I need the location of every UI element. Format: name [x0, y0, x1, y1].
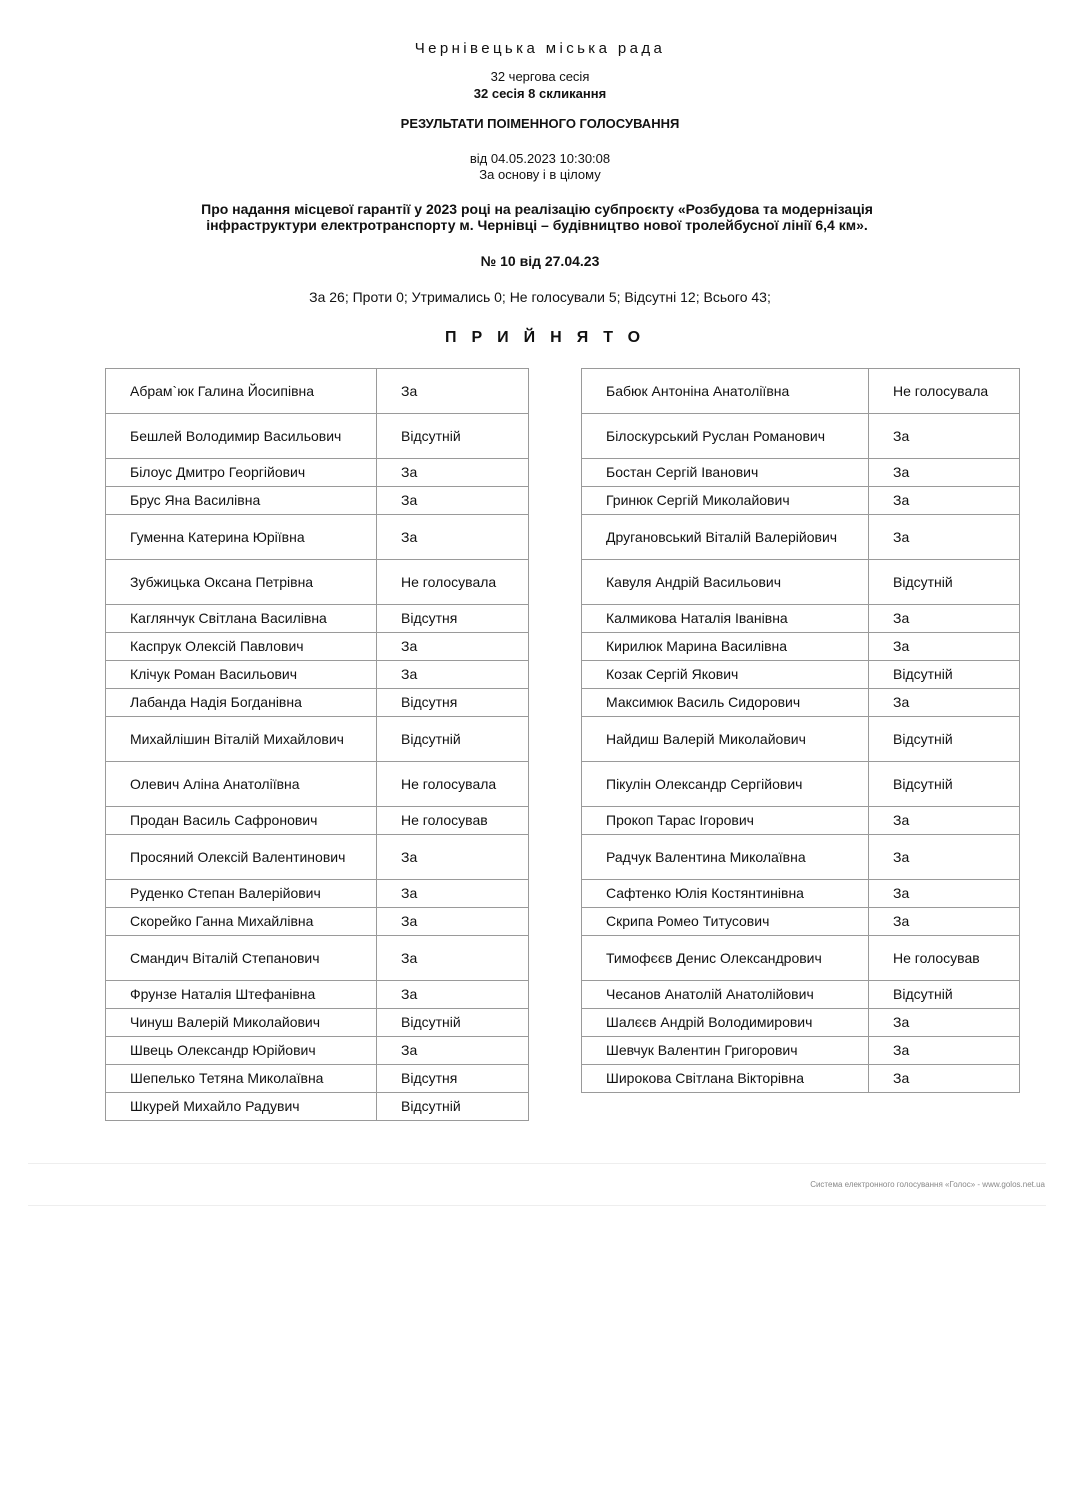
deputy-name: Шевчук Валентин Григорович	[582, 1037, 869, 1065]
deputy-name: Пікулін Олександр Сергійович	[582, 762, 869, 807]
table-row	[106, 515, 529, 560]
deputy-vote: За	[869, 1009, 1020, 1037]
deputy-vote: Не голосувала	[377, 762, 529, 807]
deputy-vote: За	[377, 936, 529, 981]
deputy-name: Каспрук Олексій Павлович	[106, 633, 377, 661]
deputy-name: Просяний Олексій Валентинович	[106, 835, 377, 880]
deputy-name: Зубжицька Оксана Петрівна	[106, 560, 377, 605]
table-row	[582, 717, 1020, 762]
deputy-name: Другановський Віталій Валерійович	[582, 515, 869, 560]
deputy-name: Руденко Степан Валерійович	[106, 880, 377, 908]
deputy-vote: За	[869, 1065, 1020, 1093]
session-label: 32 чергова сесія	[490, 69, 590, 84]
table-row	[582, 981, 1020, 1009]
deputy-name: Скрипа Ромео Титусович	[582, 908, 869, 936]
deputy-vote: За	[869, 880, 1020, 908]
footer-system-note: Система електронного голосування «Голос» - www.golos.net.ua	[810, 1180, 1045, 1189]
table-row	[582, 459, 1020, 487]
table-row	[106, 1009, 529, 1037]
deputy-name: Олевич Аліна Анатоліївна	[106, 762, 377, 807]
deputy-vote: За	[377, 981, 529, 1009]
deputy-vote: За	[869, 633, 1020, 661]
table-row	[106, 835, 529, 880]
deputy-vote: Відсутній	[377, 1009, 529, 1037]
table-row	[106, 807, 529, 835]
table-row	[106, 717, 529, 762]
vote-date: від 04.05.2023 10:30:08	[469, 151, 611, 166]
table-row	[106, 936, 529, 981]
deputy-vote: За	[869, 605, 1020, 633]
deputy-vote: За	[377, 1037, 529, 1065]
deputy-name: Смандич Віталій Степанович	[106, 936, 377, 981]
convocation-label: 32 сесія 8 скликання	[473, 86, 607, 101]
deputy-name: Каглянчук Світлана Василівна	[106, 605, 377, 633]
deputy-name: Михайлішин Віталій Михайлович	[106, 717, 377, 762]
deputy-name: Абрам`юк Галина Йосипівна	[106, 369, 377, 414]
deputy-name: Широкова Світлана Вікторівна	[582, 1065, 869, 1093]
table-row	[582, 936, 1020, 981]
deputy-name: Клічук Роман Васильович	[106, 661, 377, 689]
table-row	[106, 1037, 529, 1065]
table-row	[106, 633, 529, 661]
council-name: Чернівецька міська рада	[414, 40, 666, 57]
document-title: РЕЗУЛЬТАТИ ПОІМЕННОГО ГОЛОСУВАННЯ	[400, 116, 680, 131]
table-row	[106, 1065, 529, 1093]
deputy-name: Фрунзе Наталія Штефанівна	[106, 981, 377, 1009]
deputy-name: Калмикова Наталія Іванівна	[582, 605, 869, 633]
deputy-vote: Відсутній	[377, 717, 529, 762]
table-row	[582, 605, 1020, 633]
deputy-vote: За	[869, 1037, 1020, 1065]
deputy-name: Бешлей Володимир Васильович	[106, 414, 377, 459]
deputy-name: Радчук Валентина Миколаївна	[582, 835, 869, 880]
table-row	[582, 1037, 1020, 1065]
deputy-vote: За	[869, 459, 1020, 487]
deputy-vote: Відсутній	[377, 414, 529, 459]
decision-number: № 10 від 27.04.23	[480, 253, 600, 269]
table-row	[106, 369, 529, 414]
deputy-vote: За	[869, 487, 1020, 515]
deputy-name: Чинуш Валерій Миколайович	[106, 1009, 377, 1037]
deputy-name: Максимюк Василь Сидорович	[582, 689, 869, 717]
table-row	[106, 414, 529, 459]
table-row	[106, 689, 529, 717]
deputy-vote: Відсутній	[869, 717, 1020, 762]
deputy-name: Прокоп Тарас Ігорович	[582, 807, 869, 835]
deputy-name: Брус Яна Василівна	[106, 487, 377, 515]
deputy-name: Кирилюк Марина Василівна	[582, 633, 869, 661]
vote-result: ПРИЙНЯТО	[444, 329, 656, 346]
table-row	[582, 414, 1020, 459]
table-row	[106, 880, 529, 908]
deputy-name: Шалєєв Андрій Володимирович	[582, 1009, 869, 1037]
left-votes-table	[105, 368, 529, 1121]
deputy-vote: Не голосувала	[377, 560, 529, 605]
right-votes-table	[581, 368, 1020, 1093]
deputy-vote: За	[869, 835, 1020, 880]
table-row	[106, 459, 529, 487]
deputy-name: Шепелько Тетяна Миколаївна	[106, 1065, 377, 1093]
table-row	[582, 762, 1020, 807]
footer-divider-top	[28, 1163, 1046, 1164]
deputy-name: Швець Олександр Юрійович	[106, 1037, 377, 1065]
deputy-vote: Відсутній	[869, 661, 1020, 689]
table-row	[582, 689, 1020, 717]
deputy-vote: За	[377, 661, 529, 689]
deputy-name: Тимофєєв Денис Олександрович	[582, 936, 869, 981]
deputy-vote: За	[377, 633, 529, 661]
table-row	[582, 661, 1020, 689]
deputy-vote: За	[377, 880, 529, 908]
table-row	[582, 807, 1020, 835]
deputy-name: Лабанда Надія Богданівна	[106, 689, 377, 717]
deputy-name: Бабюк Антоніна Анатоліївна	[582, 369, 869, 414]
footer-divider-bottom	[28, 1205, 1046, 1206]
deputy-vote: За	[377, 835, 529, 880]
deputy-name: Чесанов Анатолій Анатолійович	[582, 981, 869, 1009]
deputy-name: Козак Сергій Якович	[582, 661, 869, 689]
deputy-vote: Не голосував	[377, 807, 529, 835]
deputy-vote: За	[377, 459, 529, 487]
deputy-vote: За	[377, 908, 529, 936]
table-row	[106, 605, 529, 633]
deputy-vote: За	[869, 689, 1020, 717]
deputy-vote: Відсутня	[377, 605, 529, 633]
table-row	[582, 487, 1020, 515]
table-row	[582, 369, 1020, 414]
deputy-vote: За	[869, 807, 1020, 835]
deputy-name: Скорейко Ганна Михайлівна	[106, 908, 377, 936]
deputy-vote: За	[869, 414, 1020, 459]
table-row	[106, 661, 529, 689]
table-row	[582, 1065, 1020, 1093]
deputy-vote: Відсутня	[377, 1065, 529, 1093]
table-row	[106, 908, 529, 936]
deputy-vote: За	[377, 487, 529, 515]
table-row	[106, 981, 529, 1009]
vote-summary: За 26; Проти 0; Утримались 0; Не голосували 5; Відсутні 12; Всього 43;	[309, 289, 771, 305]
table-row	[106, 487, 529, 515]
table-row	[582, 1009, 1020, 1037]
deputy-vote: За	[377, 369, 529, 414]
table-row	[582, 633, 1020, 661]
deputy-vote: За	[869, 908, 1020, 936]
deputy-vote: Відсутній	[377, 1093, 529, 1121]
table-row	[582, 835, 1020, 880]
deputy-name: Білоус Дмитро Георгійович	[106, 459, 377, 487]
deputy-name: Шкурей Михайло Радувич	[106, 1093, 377, 1121]
deputy-name: Гуменна Катерина Юріївна	[106, 515, 377, 560]
deputy-name: Гринюк Сергій Миколайович	[582, 487, 869, 515]
table-row	[582, 908, 1020, 936]
vote-basis: За основу і в цілому	[479, 167, 601, 182]
table-row	[106, 762, 529, 807]
deputy-name: Кавуля Андрій Васильович	[582, 560, 869, 605]
decision-subject: Про надання місцевої гарантії у 2023 році на реалізацію субпроєкту «Розбудова та модернізація інфраструктури електротранспорту м. Чернівці – будівництво нової тролейбусної лінії 6,4 км».	[201, 201, 873, 233]
table-row	[582, 515, 1020, 560]
deputy-vote: Не голосувала	[869, 369, 1020, 414]
table-row	[582, 880, 1020, 908]
table-row	[106, 1093, 529, 1121]
deputy-vote: Відсутня	[377, 689, 529, 717]
deputy-vote: Відсутній	[869, 762, 1020, 807]
deputy-name: Сафтенко Юлія Костянтинівна	[582, 880, 869, 908]
deputy-name: Білоскурський Руслан Романович	[582, 414, 869, 459]
deputy-vote: Відсутній	[869, 981, 1020, 1009]
deputy-name: Найдиш Валерій Миколайович	[582, 717, 869, 762]
deputy-vote: За	[377, 515, 529, 560]
deputy-name: Бостан Сергій Іванович	[582, 459, 869, 487]
table-row	[582, 560, 1020, 605]
table-row	[106, 560, 529, 605]
deputy-vote: Відсутній	[869, 560, 1020, 605]
deputy-vote: Не голосував	[869, 936, 1020, 981]
deputy-name: Продан Василь Сафронович	[106, 807, 377, 835]
deputy-vote: За	[869, 515, 1020, 560]
